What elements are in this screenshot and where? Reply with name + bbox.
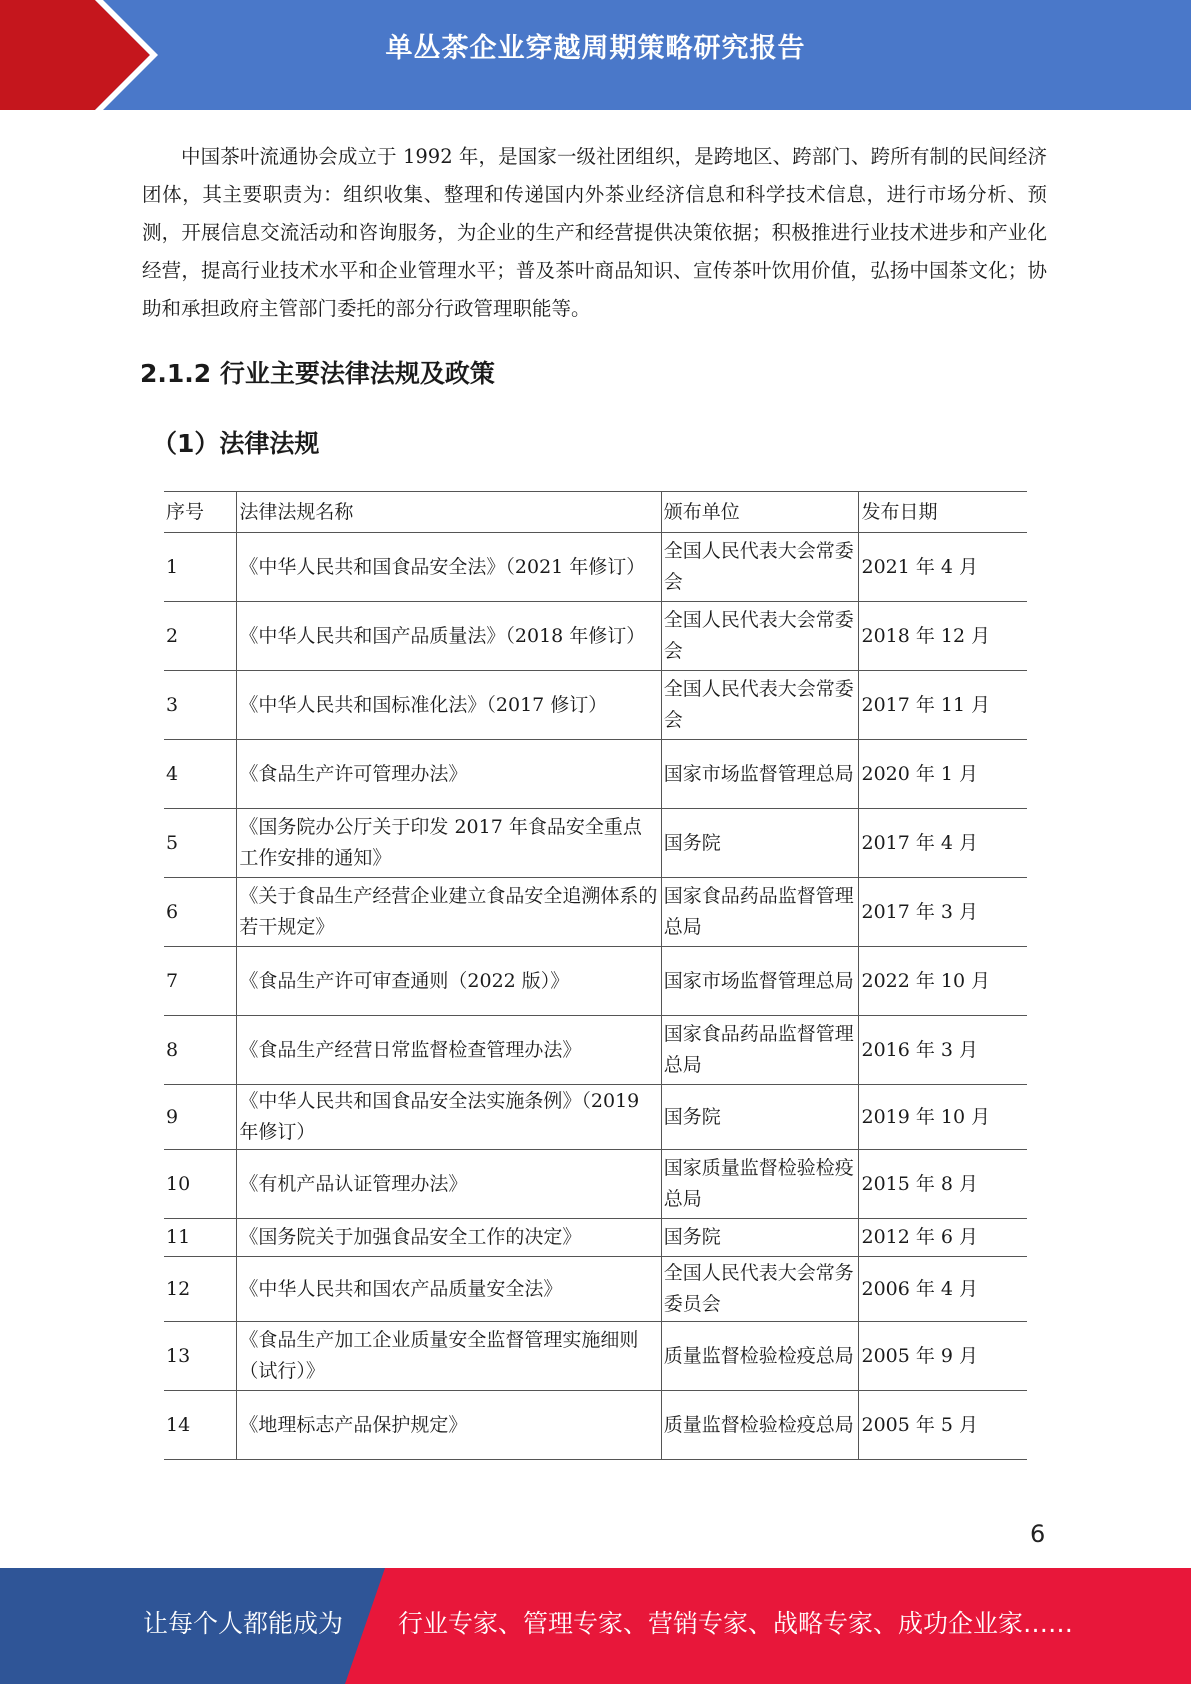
- law-table: [164, 491, 1027, 1460]
- page-number: 6: [1030, 1520, 1046, 1548]
- cell-date: 2018 年 12 月: [859, 602, 1027, 671]
- cell-name: 《中华人民共和国食品安全法实施条例》（2019 年修订）: [237, 1085, 661, 1150]
- cell-issuer: 全国人民代表大会常委会: [661, 533, 859, 602]
- cell-no: 6: [164, 878, 237, 947]
- col-header-issuer: 颁布单位: [661, 492, 859, 533]
- cell-date: 2015 年 8 月: [859, 1150, 1027, 1219]
- cell-name: 《中华人民共和国标准化法》（2017 修订）: [237, 671, 661, 740]
- cell-name: 《食品生产经营日常监督检查管理办法》: [237, 1016, 661, 1085]
- cell-no: 7: [164, 947, 237, 1016]
- table-row: [164, 809, 1027, 878]
- table-row: [164, 1150, 1027, 1219]
- cell-issuer: 国务院: [661, 1085, 859, 1150]
- sub-heading: （1）法律法规: [152, 429, 320, 458]
- cell-issuer: 质量监督检验检疫总局: [661, 1322, 859, 1391]
- cell-date: 2017 年 4 月: [859, 809, 1027, 878]
- cell-name: 《中华人民共和国食品安全法》（2021 年修订）: [237, 533, 661, 602]
- cell-name: 《食品生产加工企业质量安全监督管理实施细则（试行）》: [237, 1322, 661, 1391]
- cell-issuer: 国家市场监督管理总局: [661, 947, 859, 1016]
- header-band: [0, 0, 1191, 110]
- cell-issuer: 全国人民代表大会常委会: [661, 602, 859, 671]
- table-row: [164, 1322, 1027, 1391]
- report-title: 单丛茶企业穿越周期策略研究报告: [385, 33, 806, 64]
- cell-name: 《中华人民共和国产品质量法》（2018 年修订）: [237, 602, 661, 671]
- section-heading: 2.1.2 行业主要法律法规及政策: [140, 359, 495, 388]
- cell-no: 3: [164, 671, 237, 740]
- intro-paragraph: 中国茶叶流通协会成立于 1992 年，是国家一级社团组织，是跨地区、跨部门、跨所有制的民间经济团体，其主要职责为：组织收集、整理和传递国内外茶业经济信息和科学技术信息，进行市场分析、预测，开展信息交流活动和咨询服务，为企业的生产和经营提供决策依据；积极推进行业技术进步和产业化经营，提高行业技术水平和企业管理水平；普及茶叶商品知识、宣传茶叶饮用价值，弘扬中国茶文化；协助和承担政府主管部门委托的部分行政管理职能等。: [142, 145, 1047, 320]
- table-row: [164, 947, 1027, 1016]
- cell-no: 9: [164, 1085, 237, 1150]
- cell-date: 2016 年 3 月: [859, 1016, 1027, 1085]
- cell-date: 2005 年 9 月: [859, 1322, 1027, 1391]
- footer-slogan-right: 行业专家、管理专家、营销专家、战略专家、成功企业家……: [398, 1609, 1074, 1638]
- table-row: [164, 740, 1027, 809]
- cell-name: 《地理标志产品保护规定》: [237, 1391, 661, 1460]
- table-header-row: [164, 492, 1027, 533]
- cell-date: 2017 年 3 月: [859, 878, 1027, 947]
- cell-name: 《食品生产许可审查通则（2022 版）》: [237, 947, 661, 1016]
- cell-date: 2020 年 1 月: [859, 740, 1027, 809]
- table-row: [164, 1257, 1027, 1322]
- cell-no: 11: [164, 1219, 237, 1257]
- cell-no: 1: [164, 533, 237, 602]
- cell-issuer: 国务院: [661, 1219, 859, 1257]
- table-row: [164, 1219, 1027, 1257]
- cell-no: 14: [164, 1391, 237, 1460]
- cell-issuer: 国务院: [661, 809, 859, 878]
- cell-date: 2021 年 4 月: [859, 533, 1027, 602]
- cell-date: 2017 年 11 月: [859, 671, 1027, 740]
- cell-name: 《国务院关于加强食品安全工作的决定》: [237, 1219, 661, 1257]
- cell-issuer: 质量监督检验检疫总局: [661, 1391, 859, 1460]
- cell-name: 《有机产品认证管理办法》: [237, 1150, 661, 1219]
- cell-name: 《食品生产许可管理办法》: [237, 740, 661, 809]
- table-row: [164, 671, 1027, 740]
- cell-no: 12: [164, 1257, 237, 1322]
- cell-date: 2019 年 10 月: [859, 1085, 1027, 1150]
- table-row: [164, 533, 1027, 602]
- table-row: [164, 1391, 1027, 1460]
- cell-no: 8: [164, 1016, 237, 1085]
- table-row: [164, 1085, 1027, 1150]
- col-header-date: 发布日期: [859, 492, 1027, 533]
- cell-no: 5: [164, 809, 237, 878]
- cell-date: 2005 年 5 月: [859, 1391, 1027, 1460]
- cell-issuer: 全国人民代表大会常务委员会: [661, 1257, 859, 1322]
- cell-date: 2012 年 6 月: [859, 1219, 1027, 1257]
- cell-issuer: 国家食品药品监督管理总局: [661, 1016, 859, 1085]
- table-row: [164, 602, 1027, 671]
- table-row: [164, 878, 1027, 947]
- cell-date: 2006 年 4 月: [859, 1257, 1027, 1322]
- cell-date: 2022 年 10 月: [859, 947, 1027, 1016]
- cell-no: 2: [164, 602, 237, 671]
- col-header-no: 序号: [164, 492, 237, 533]
- cell-name: 《国务院办公厅关于印发 2017 年食品安全重点工作安排的通知》: [237, 809, 661, 878]
- footer-slogan-left: 让每个人都能成为: [143, 1609, 344, 1638]
- cell-no: 10: [164, 1150, 237, 1219]
- footer-band: [0, 1568, 1191, 1684]
- cell-no: 4: [164, 740, 237, 809]
- cell-issuer: 国家市场监督管理总局: [661, 740, 859, 809]
- cell-name: 《中华人民共和国农产品质量安全法》: [237, 1257, 661, 1322]
- cell-no: 13: [164, 1322, 237, 1391]
- cell-issuer: 全国人民代表大会常委会: [661, 671, 859, 740]
- table-row: [164, 1016, 1027, 1085]
- cell-issuer: 国家质量监督检验检疫总局: [661, 1150, 859, 1219]
- cell-name: 《关于食品生产经营企业建立食品安全追溯体系的若干规定》: [237, 878, 661, 947]
- col-header-name: 法律法规名称: [237, 492, 661, 533]
- cell-issuer: 国家食品药品监督管理总局: [661, 878, 859, 947]
